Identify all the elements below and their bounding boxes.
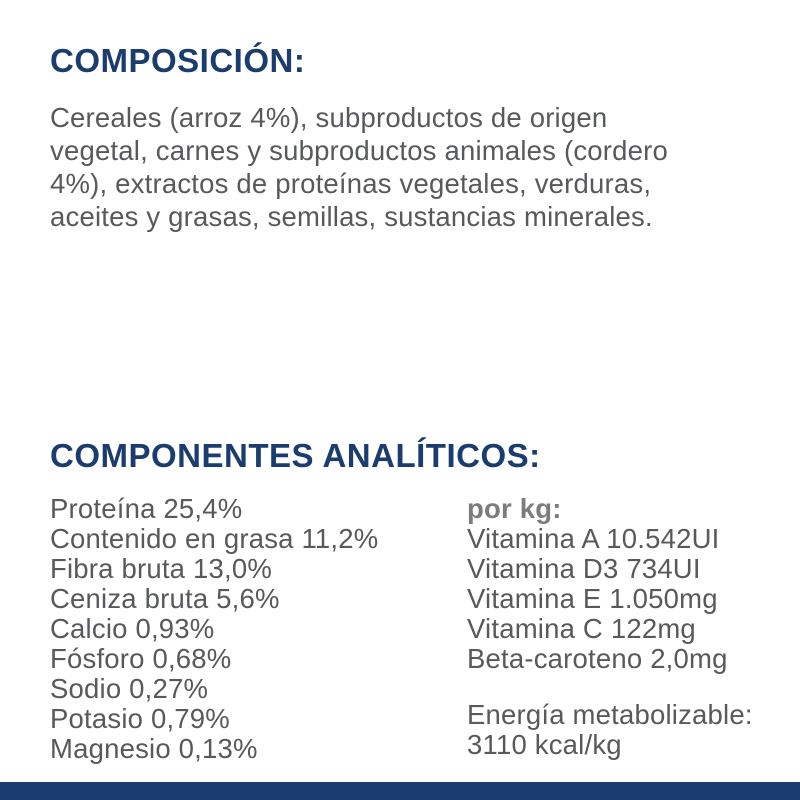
analytical-columns	[50, 494, 797, 764]
composition-body-line: aceites y grasas, semillas, sustancias minerales.	[50, 201, 653, 232]
nutrient-item: Fibra bruta 13,0%	[50, 553, 272, 584]
composition-heading: COMPOSICIÓN:	[50, 42, 306, 79]
vitamin-item: Beta-caroteno 2,0mg	[467, 643, 728, 674]
vitamin-item: Vitamina E 1.050mg	[467, 583, 718, 614]
energy-line: Energía metabolizable:	[467, 699, 753, 730]
nutrient-item: Contenido en grasa 11,2%	[50, 523, 379, 554]
vitamin-item: Vitamina D3 734UI	[467, 553, 701, 584]
nutrient-item: Magnesio 0,13%	[50, 733, 258, 764]
analytical-components-heading: COMPONENTES ANALÍTICOS:	[50, 437, 541, 474]
composition-body-line: Cereales (arroz 4%), subproductos de origen	[50, 102, 608, 133]
composition-body-line: vegetal, carnes y subproductos animales (cordero	[50, 135, 668, 166]
nutrient-item: Sodio 0,27%	[50, 673, 209, 704]
nutrient-list	[50, 494, 467, 764]
composition-body-line: 4%), extractos de proteínas vegetales, verduras,	[50, 168, 652, 199]
nutrient-item: Fósforo 0,68%	[50, 643, 232, 674]
bottom-brand-bar	[0, 782, 800, 800]
vitamin-item: Vitamina C 122mg	[467, 613, 696, 644]
nutrient-item: Ceniza bruta 5,6%	[50, 583, 280, 614]
energy-block	[467, 700, 797, 760]
energy-line: 3110 kcal/kg	[467, 729, 622, 760]
composition-body	[50, 101, 668, 233]
per-kg-column	[467, 494, 797, 760]
vitamin-item: Vitamina A 10.542UI	[467, 523, 720, 554]
nutrient-item: Proteína 25,4%	[50, 493, 243, 524]
nutrient-item: Potasio 0,79%	[50, 703, 230, 734]
nutrient-item: Calcio 0,93%	[50, 613, 215, 644]
per-kg-label: por kg:	[467, 493, 562, 524]
